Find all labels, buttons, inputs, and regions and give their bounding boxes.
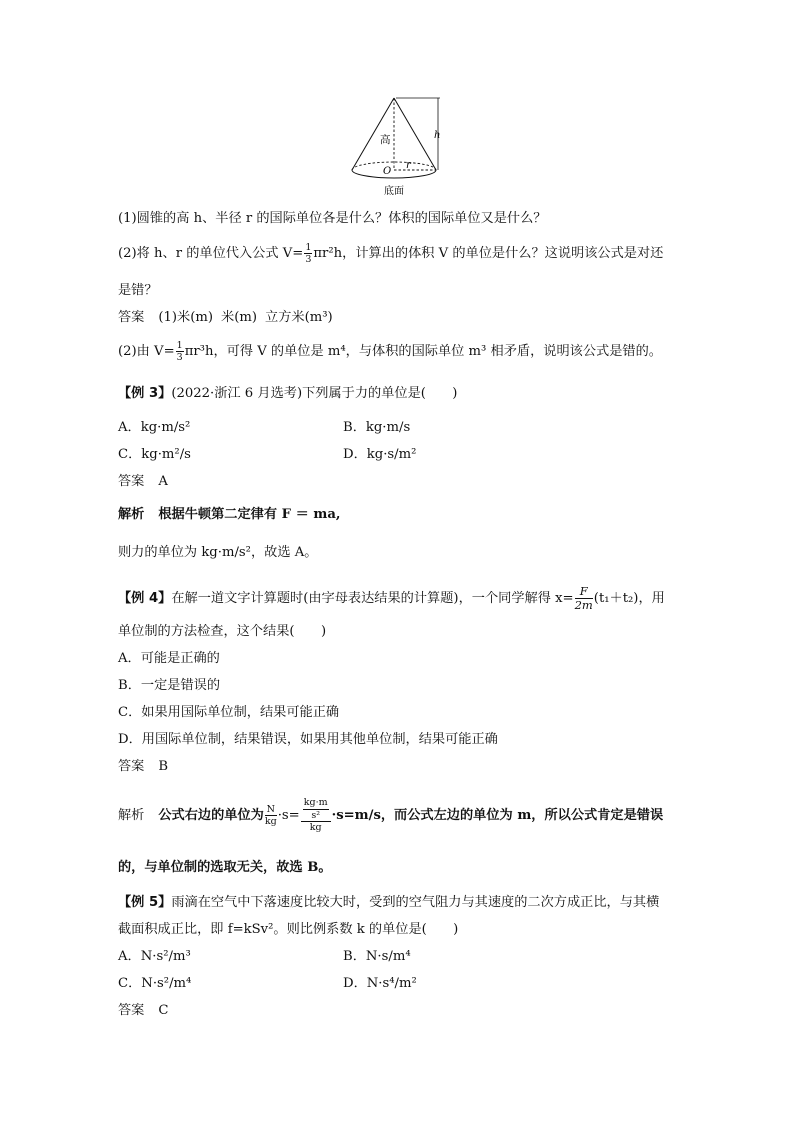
answer-value: A <box>158 474 168 489</box>
example-3-tag: 【例 3】 <box>118 386 172 401</box>
example-4-option-b: B．一定是错误的 <box>118 678 221 693</box>
figure-label-base: 底面 <box>384 186 404 197</box>
compound-fraction-numerator <box>301 798 331 822</box>
fraction-denominator: kg <box>309 822 322 834</box>
example-4-option-a: A．可能是正确的 <box>118 651 220 666</box>
answer-label: 答案 <box>118 474 145 489</box>
example-3-option-c: C．kg·m²/s <box>118 447 191 462</box>
example-4-analysis-continued: 的，与单位制的选取无关，故选 B。 <box>118 860 332 875</box>
figure-label-h: h <box>434 130 441 141</box>
example-5-stem-continued: 截面积成正比，即 f=kSv²。则比例系数 k 的单位是( ) <box>118 922 459 937</box>
example-4-option-d: D．用国际单位制，结果错误，如果用其他单位制，结果可能正确 <box>118 732 498 747</box>
cone-diagram <box>344 94 454 200</box>
analysis-text: 根据牛顿第二定律有 F ＝ ma, <box>158 507 341 522</box>
one-third-fraction <box>176 341 184 363</box>
fraction-numerator: 1 <box>176 339 183 351</box>
analysis-middle-2: ·s=m/s，而公式左边的单位为 m，所以公式肯定是错误 <box>331 808 664 823</box>
example-5-answer <box>118 1003 168 1019</box>
fraction-denominator: 2m <box>574 598 593 612</box>
example-4-stem <box>118 584 665 614</box>
answer-line-2 <box>118 338 662 366</box>
question-2 <box>118 240 663 268</box>
answer-label: 答案 <box>118 759 145 774</box>
analysis-label: 解析 <box>118 808 145 823</box>
example-4-text-after: (t₁＋t₂)，用 <box>593 591 665 606</box>
example-5-text: 雨滴在空气中下落速度比较大时，受到的空气阻力与其速度的二次方成正比，与其横 <box>171 895 660 910</box>
fraction-denominator: kg <box>264 816 277 827</box>
example-3-stem <box>118 386 457 402</box>
answer-part-2: 米(m) <box>221 310 258 325</box>
example-4-option-c: C．如果用国际单位制，结果可能正确 <box>118 705 340 720</box>
fraction-denominator: 3 <box>305 254 312 265</box>
answer-value: B <box>158 759 169 774</box>
example-3-option-b: B．kg·m/s <box>343 420 411 435</box>
analysis-text-before: 公式右边的单位为 <box>158 808 264 823</box>
figure-label-O: O <box>383 166 392 177</box>
answer-part-1: (1)米(m) <box>158 310 214 325</box>
cone-right-edge <box>394 98 436 170</box>
example-3-option-d: D．kg·s/m² <box>343 447 417 462</box>
example-4-analysis <box>118 786 663 846</box>
example-5-option-c: C．N·s²/m⁴ <box>118 976 192 991</box>
example-3-option-a: A．kg·m/s² <box>118 420 191 435</box>
example-5-option-b: B．N·s/m⁴ <box>343 949 411 964</box>
example-4-text-before: 在解一道文字计算题时(由字母表达结果的计算题)，一个同学解得 x= <box>171 591 574 606</box>
example-5-stem <box>118 895 659 911</box>
question-1: (1)圆锥的高 h、半径 r 的国际单位各是什么？体积的国际单位又是什么？ <box>118 211 547 226</box>
question-2-continued: 是错？ <box>118 283 158 298</box>
fraction-numerator: kg·m <box>303 797 328 809</box>
analysis-label: 解析 <box>118 507 145 522</box>
question-2-before: (2)将 h、r 的单位代入公式 V= <box>118 246 304 261</box>
example-3-analysis-continued: 则力的单位为 kg·m/s²，故选 A。 <box>118 545 318 560</box>
example-5-option-d: D．N·s⁴/m² <box>343 976 417 991</box>
answer-part-3: 立方米(m³) <box>265 310 333 325</box>
example-4-tag: 【例 4】 <box>118 591 172 606</box>
example-3-text: (2022·浙江 6 月选考)下列属于力的单位是( ) <box>171 386 458 401</box>
f-over-2m-fraction <box>574 583 593 612</box>
fraction-numerator: 1 <box>305 241 312 253</box>
answer-label: 答案 <box>118 310 145 325</box>
example-4-stem-continued: 单位制的方法检查，这个结果( ) <box>118 624 327 639</box>
answer-line-2-before: (2)由 V= <box>118 344 175 359</box>
answer-value: C <box>158 1003 169 1018</box>
n-over-kg-fraction <box>265 805 277 827</box>
example-3-answer <box>118 474 168 490</box>
fraction-numerator: F <box>575 586 593 600</box>
analysis-middle-1: ·s= <box>277 808 300 823</box>
answer-label: 答案 <box>118 1003 145 1018</box>
example-5-tag: 【例 5】 <box>118 895 172 910</box>
fraction-numerator: N <box>266 803 275 815</box>
fraction-denominator: s² <box>311 809 321 821</box>
figure-label-height: 高 <box>380 134 391 146</box>
example-4-answer <box>118 759 168 775</box>
fraction-denominator: 3 <box>176 352 183 363</box>
cone-base-front <box>352 170 436 178</box>
question-2-after: πr²h，计算出的体积 V 的单位是什么？这说明该公式是对还 <box>313 246 664 261</box>
figure-label-r: r <box>406 160 411 171</box>
kgm-over-s2-fraction <box>303 798 329 820</box>
answer-line-1 <box>118 310 333 326</box>
example-5-option-a: A．N·s²/m³ <box>118 949 191 964</box>
compound-unit-fraction <box>301 798 331 833</box>
answer-line-2-after: πr³h，可得 V 的单位是 m⁴，与体积的国际单位 m³ 相矛盾，说明该公式是错的。 <box>184 344 662 359</box>
one-third-fraction <box>304 243 312 265</box>
example-3-analysis <box>118 507 340 523</box>
